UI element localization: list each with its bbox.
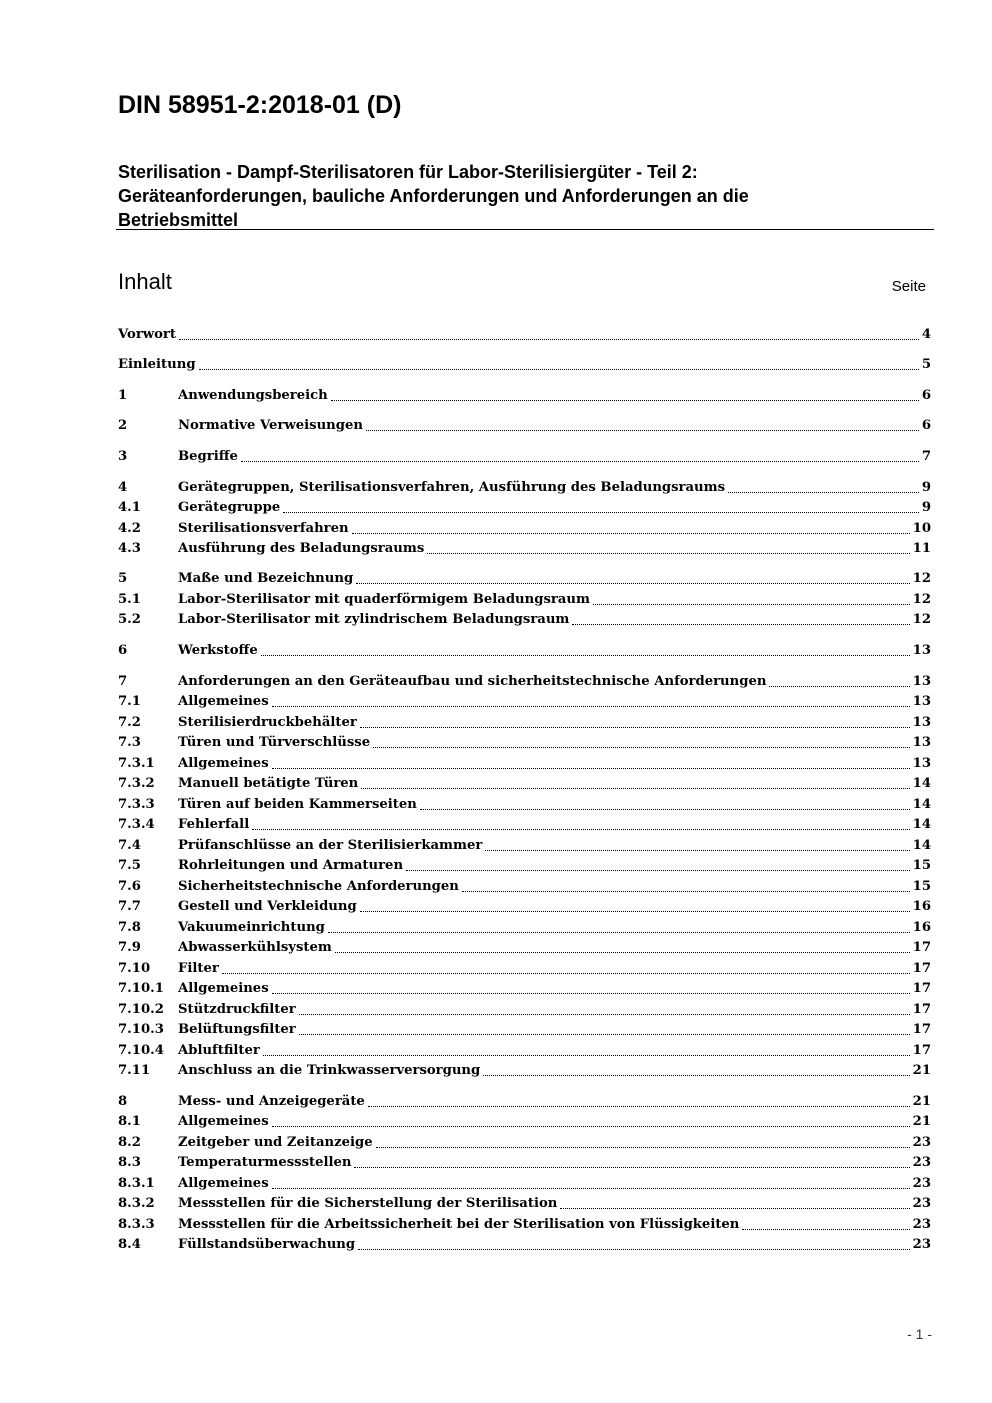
- page-number: - 1 -: [907, 1326, 932, 1342]
- toc-entry[interactable]: [118, 590, 931, 610]
- toc-entry-number: 8.3.3: [118, 1217, 155, 1232]
- toc-dot-leader: [560, 1208, 909, 1209]
- toc-entry-number: 8.4: [118, 1237, 141, 1252]
- toc-dot-leader: [769, 686, 909, 687]
- toc-dot-leader: [742, 1229, 909, 1230]
- toc-entry[interactable]: [118, 938, 931, 958]
- toc-entry-title: Normative Verweisungen: [178, 418, 363, 433]
- toc-entry[interactable]: [118, 774, 931, 794]
- toc-entry-number: 7.5: [118, 858, 141, 873]
- toc-dot-leader: [427, 553, 909, 554]
- toc-entry-title: Anwendungsbereich: [178, 388, 328, 403]
- toc-entry-number: 7.3.4: [118, 817, 155, 832]
- toc-dot-leader: [366, 430, 919, 431]
- toc-entry-title: Messstellen für die Arbeitssicherheit bei der Sterilisation von Flüssigkeiten: [178, 1217, 740, 1232]
- toc-entry-number: 2: [118, 418, 128, 433]
- toc-dot-leader: [420, 809, 910, 810]
- toc-entry-page: 13: [912, 735, 931, 750]
- toc-entry-title: Sicherheitstechnische Anforderungen: [178, 879, 459, 894]
- toc-entry-title: Labor-Sterilisator mit zylindrischem Beladungsraum: [178, 612, 570, 627]
- toc-entry[interactable]: [118, 569, 931, 589]
- toc-dot-leader: [272, 706, 910, 707]
- toc-entry-number: 5: [118, 571, 128, 586]
- toc-entry[interactable]: [118, 1020, 931, 1040]
- toc-entry-number: 8: [118, 1094, 128, 1109]
- toc-entry-page: 9: [921, 500, 931, 515]
- toc-entry-page: 14: [912, 838, 931, 853]
- toc-dot-leader: [272, 993, 910, 994]
- toc-entry-number: 1: [118, 388, 128, 403]
- toc-dot-leader: [241, 461, 919, 462]
- toc-entry-page: 14: [912, 797, 931, 812]
- toc-entry-title: Gestell und Verkleidung: [178, 899, 357, 914]
- toc-entry-title: Vorwort: [118, 327, 176, 342]
- toc-dot-leader: [373, 747, 910, 748]
- toc-entry[interactable]: [118, 836, 931, 856]
- toc-entry-title: Allgemeines: [178, 694, 269, 709]
- toc-entry-title: Abluftfilter: [178, 1043, 260, 1058]
- toc-entry-page: 21: [912, 1063, 931, 1078]
- toc-entry-page: 15: [912, 879, 931, 894]
- toc-entry-number: 3: [118, 449, 128, 464]
- toc-entry-title: Vakuumeinrichtung: [178, 920, 325, 935]
- toc-entry[interactable]: [118, 1112, 931, 1132]
- toc-page-column-label: Seite: [891, 278, 926, 295]
- toc-entry-page: 17: [912, 1002, 931, 1017]
- toc-entry-title: Messstellen für die Sicherstellung der Sterilisation: [178, 1196, 558, 1211]
- toc-entry[interactable]: [118, 519, 931, 539]
- toc-entry-page: 4: [921, 327, 931, 342]
- toc-entry-page: 12: [912, 592, 931, 607]
- toc-entry-page: 21: [912, 1094, 931, 1109]
- toc-dot-leader: [593, 604, 910, 605]
- toc-entry[interactable]: [118, 815, 931, 835]
- toc-entry[interactable]: [118, 1215, 931, 1235]
- toc-entry-number: 7.4: [118, 838, 141, 853]
- toc-entry[interactable]: [118, 733, 931, 753]
- toc-dot-leader: [406, 870, 910, 871]
- toc-entry-title: Sterilisationsverfahren: [178, 521, 349, 536]
- toc-dot-leader: [572, 624, 909, 625]
- toc-entry-number: 7.3.2: [118, 776, 155, 791]
- toc-entry-title: Allgemeines: [178, 1176, 269, 1191]
- toc-entry-page: 7: [921, 449, 931, 464]
- toc-entry[interactable]: [118, 641, 931, 661]
- toc-entry-number: 7: [118, 674, 128, 689]
- toc-entry[interactable]: [118, 897, 931, 917]
- toc-entry-number: 4: [118, 480, 128, 495]
- toc-entry[interactable]: [118, 856, 931, 876]
- toc-entry[interactable]: [118, 1133, 931, 1153]
- toc-entry-number: 7.10.4: [118, 1043, 164, 1058]
- toc-entry-page: 14: [912, 817, 931, 832]
- toc-entry-page: 12: [912, 571, 931, 586]
- toc-entry[interactable]: [118, 355, 931, 375]
- toc-entry-page: 17: [912, 1043, 931, 1058]
- toc-entry-title: Allgemeines: [178, 756, 269, 771]
- toc-entry[interactable]: [118, 713, 931, 733]
- toc-entry[interactable]: [118, 795, 931, 815]
- toc-entry[interactable]: [118, 959, 931, 979]
- toc-entry-page: 13: [912, 756, 931, 771]
- toc-entry-number: 7.3.1: [118, 756, 155, 771]
- toc-dot-leader: [335, 952, 910, 953]
- toc-entry-page: 23: [912, 1196, 931, 1211]
- toc-entry-page: 17: [912, 1022, 931, 1037]
- toc-dot-leader: [179, 339, 919, 340]
- toc-dot-leader: [360, 911, 910, 912]
- toc-entry-title: Stützdruckfilter: [178, 1002, 296, 1017]
- toc-dot-leader: [358, 1249, 910, 1250]
- toc-dot-leader: [354, 1167, 909, 1168]
- toc-entry[interactable]: [118, 498, 931, 518]
- toc-entry[interactable]: [118, 1041, 931, 1061]
- toc-entry[interactable]: [118, 918, 931, 938]
- toc-entry-number: 4.1: [118, 500, 141, 515]
- toc-entry-title: Belüftungsfilter: [178, 1022, 296, 1037]
- toc-entry-number: 7.3: [118, 735, 141, 750]
- toc-entry-page: 21: [912, 1114, 931, 1129]
- toc-dot-leader: [252, 829, 909, 830]
- toc-entry-number: 7.8: [118, 920, 141, 935]
- toc-dot-leader: [328, 932, 910, 933]
- toc-dot-leader: [485, 850, 909, 851]
- toc-entry-number: 4.3: [118, 541, 141, 556]
- toc-entry-page: 10: [912, 521, 931, 536]
- toc-entry-page: 23: [912, 1176, 931, 1191]
- document-title-line: Geräteanforderungen, bauliche Anforderungen und Anforderungen an die: [118, 186, 749, 206]
- toc-entry-page: 9: [921, 480, 931, 495]
- toc-entry[interactable]: [118, 386, 931, 406]
- toc-dot-leader: [261, 655, 910, 656]
- toc-entry-title: Abwasserkühlsystem: [178, 940, 332, 955]
- toc-entry-page: 13: [912, 674, 931, 689]
- toc-entry-page: 16: [912, 899, 931, 914]
- toc-entry-number: 7.1: [118, 694, 141, 709]
- toc-entry-title: Begriffe: [178, 449, 238, 464]
- toc-dot-leader: [368, 1106, 910, 1107]
- toc-dot-leader: [272, 768, 910, 769]
- toc-dot-leader: [299, 1014, 910, 1015]
- toc-entry[interactable]: [118, 447, 931, 467]
- toc-dot-leader: [283, 512, 919, 513]
- toc-entry[interactable]: [118, 610, 931, 630]
- toc-dot-leader: [331, 400, 919, 401]
- toc-entry-title: Zeitgeber und Zeitanzeige: [178, 1135, 373, 1150]
- toc-entry-number: 7.3.3: [118, 797, 155, 812]
- toc-entry[interactable]: [118, 1174, 931, 1194]
- toc-entry-number: 7.2: [118, 715, 141, 730]
- toc-entry-number: 8.1: [118, 1114, 141, 1129]
- toc-entry-page: 23: [912, 1155, 931, 1170]
- toc-entry-number: 7.10.2: [118, 1002, 164, 1017]
- toc-entry-title: Rohrleitungen und Armaturen: [178, 858, 404, 873]
- toc-entry-title: Allgemeines: [178, 1114, 269, 1129]
- toc-dot-leader: [299, 1034, 910, 1035]
- toc-entry[interactable]: [118, 1235, 931, 1255]
- toc-entry-page: 13: [912, 715, 931, 730]
- toc-entry[interactable]: [118, 672, 931, 692]
- toc-entry-page: 13: [912, 694, 931, 709]
- toc-entry-title: Anforderungen an den Geräteaufbau und sicherheitstechnische Anforderungen: [178, 674, 767, 689]
- toc-entry-page: 15: [912, 858, 931, 873]
- toc-entry-title: Filter: [178, 961, 219, 976]
- toc-entry[interactable]: [118, 1000, 931, 1020]
- document-code: DIN 58951-2:2018-01 (D): [118, 91, 402, 119]
- toc-entry[interactable]: [118, 416, 931, 436]
- toc-entry-page: 14: [912, 776, 931, 791]
- toc-entry-title: Gerätegruppen, Sterilisationsverfahren, Ausführung des Beladungsraums: [178, 480, 726, 495]
- toc-dot-leader: [272, 1188, 910, 1189]
- toc-entry-page: 13: [912, 643, 931, 658]
- toc-entry-title: Manuell betätigte Türen: [178, 776, 359, 791]
- toc-entry-number: 7.10.1: [118, 981, 164, 996]
- toc-dot-leader: [728, 492, 919, 493]
- toc-entry-number: 8.3: [118, 1155, 141, 1170]
- toc-entry-title: Werkstoffe: [178, 643, 258, 658]
- toc-entry-page: 6: [921, 388, 931, 403]
- toc-entry[interactable]: [118, 539, 931, 559]
- toc-entry[interactable]: [118, 754, 931, 774]
- toc-dot-leader: [222, 973, 910, 974]
- toc-entry-number: 6: [118, 643, 128, 658]
- toc-dot-leader: [199, 369, 919, 370]
- toc-dot-leader: [272, 1126, 910, 1127]
- toc-entry-page: 16: [912, 920, 931, 935]
- toc-dot-leader: [483, 1075, 909, 1076]
- toc-entry-number: 8.2: [118, 1135, 141, 1150]
- toc-entry-page: 6: [921, 418, 931, 433]
- toc-entry-number: 8.3.2: [118, 1196, 155, 1211]
- toc-entry-title: Anschluss an die Trinkwasserversorgung: [178, 1063, 481, 1078]
- toc-entry-number: 7.6: [118, 879, 141, 894]
- toc-entry[interactable]: [118, 979, 931, 999]
- toc-dot-leader: [360, 727, 910, 728]
- toc-entry-title: Maße und Bezeichnung: [178, 571, 354, 586]
- toc-heading: Inhalt: [118, 269, 172, 294]
- toc-entry-page: 23: [912, 1237, 931, 1252]
- toc-entry-title: Sterilisierdruckbehälter: [178, 715, 357, 730]
- toc-entry-number: 7.9: [118, 940, 141, 955]
- toc-entry-title: Fehlerfall: [178, 817, 250, 832]
- toc-dot-leader: [361, 788, 909, 789]
- toc-entry-page: 5: [921, 357, 931, 372]
- toc-entry-title: Türen und Türverschlüsse: [178, 735, 371, 750]
- toc-entry-number: 5.1: [118, 592, 141, 607]
- toc-entry[interactable]: [118, 1194, 931, 1214]
- toc-entry-title: Allgemeines: [178, 981, 269, 996]
- toc-entry[interactable]: [118, 692, 931, 712]
- toc-entry[interactable]: [118, 1153, 931, 1173]
- document-title-line: Betriebsmittel: [118, 210, 239, 230]
- toc-dot-leader: [462, 891, 910, 892]
- toc-entry[interactable]: [118, 877, 931, 897]
- toc-dot-leader: [352, 533, 910, 534]
- toc-entry-number: 5.2: [118, 612, 141, 627]
- toc-entry[interactable]: [118, 478, 931, 498]
- toc-entry-number: 7.10: [118, 961, 151, 976]
- toc-entry-page: 12: [912, 612, 931, 627]
- toc-entry-page: 17: [912, 961, 931, 976]
- toc-entry[interactable]: [118, 1092, 931, 1112]
- toc-dot-leader: [356, 583, 909, 584]
- toc-entry-page: 23: [912, 1135, 931, 1150]
- toc-entry-title: Füllstandsüberwachung: [178, 1237, 356, 1252]
- toc-entry-title: Türen auf beiden Kammerseiten: [178, 797, 417, 812]
- toc-entry-title: Gerätegruppe: [178, 500, 281, 515]
- toc-dot-leader: [376, 1147, 910, 1148]
- toc-entry[interactable]: [118, 325, 931, 345]
- toc-entry-page: 23: [912, 1217, 931, 1232]
- toc-entry-number: 8.3.1: [118, 1176, 155, 1191]
- toc-entry-page: 11: [912, 541, 931, 556]
- toc-entry-title: Labor-Sterilisator mit quaderförmigem Beladungsraum: [178, 592, 590, 607]
- toc-entry-number: 7.10.3: [118, 1022, 164, 1037]
- table-of-contents: [118, 0, 931, 1403]
- toc-entry-number: 7.7: [118, 899, 141, 914]
- toc-entry-page: 17: [912, 981, 931, 996]
- toc-entry-title: Ausführung des Beladungsraums: [178, 541, 425, 556]
- toc-entry-title: Prüfanschlüsse an der Sterilisierkammer: [178, 838, 483, 853]
- toc-dot-leader: [263, 1055, 910, 1056]
- toc-entry-page: 17: [912, 940, 931, 955]
- toc-entry-title: Mess- und Anzeigegeräte: [178, 1094, 365, 1109]
- toc-entry-number: 4.2: [118, 521, 141, 536]
- toc-entry-number: 7.11: [118, 1063, 151, 1078]
- toc-entry-title: Temperaturmessstellen: [178, 1155, 352, 1170]
- document-title-line: Sterilisation - Dampf-Sterilisatoren für Labor-Sterilisiergüter - Teil 2:: [118, 162, 698, 182]
- toc-entry-title: Einleitung: [118, 357, 196, 372]
- toc-entry[interactable]: [118, 1061, 931, 1081]
